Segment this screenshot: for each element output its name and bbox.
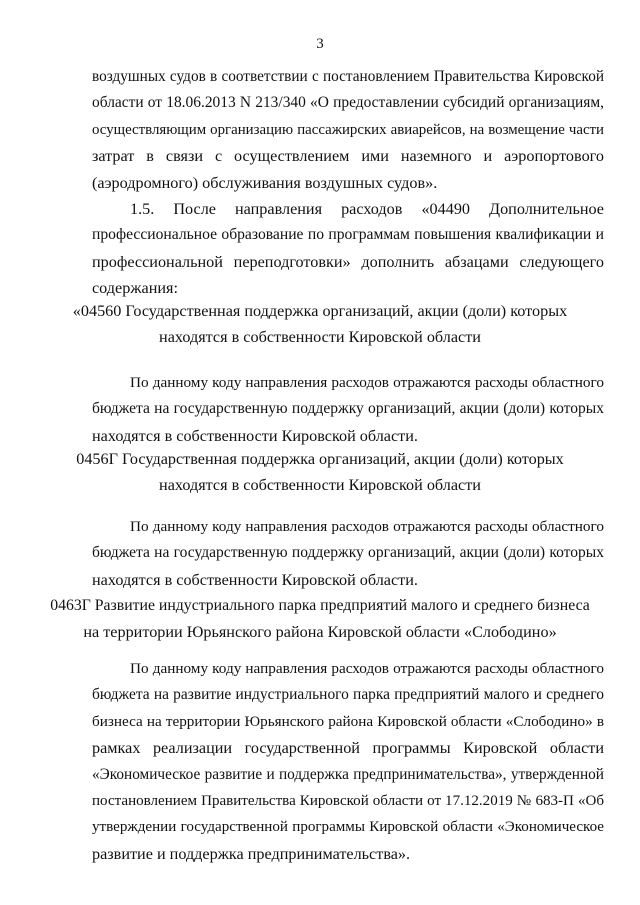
paragraph-item-1-5 [92,196,604,302]
heading-04560-line-2: находятся в собственности Кировской области [159,328,481,346]
paragraph-0456g-description [92,514,604,593]
text-line: бюджета на государственную поддержку организаций, акции (доли) которых [92,400,604,418]
text-line: развитие и поддержка предпринимательства». [92,844,411,863]
text-line: осуществляющим организацию пассажирских авиарейсов, на возмещение части [92,121,604,138]
paragraph-0463g-description [92,656,604,867]
paragraph-aviation-subsidies [92,64,604,196]
text-line: профессиональной переподготовки» дополнить абзацами следующего [92,252,604,271]
text-line: профессиональное образование по программам повышения квалификации и [92,226,604,244]
text-line: утверждении государственной программы Кировской области «Экономическое [92,819,604,836]
text-line: рамках реализации государственной программы Кировской области [92,739,604,758]
text-line: находятся в собственности Кировской области. [92,570,418,589]
text-line: (аэродромного) обслуживания воздушных судов». [92,173,438,192]
text-line: содержания: [92,279,178,298]
text-line: находятся в собственности Кировской области. [92,426,418,445]
page-number: 3 [316,36,324,52]
heading-04560-line-1: «04560 Государственная поддержка организаций, акции (доли) которых [72,302,568,320]
heading-0456g-line-2: находятся в собственности Кировской области [159,476,481,494]
text-line: По данному коду направления расходов отражаются расходы областного [130,374,604,391]
text-line: бюджета на государственную поддержку организаций, акции (доли) которых [92,544,604,562]
text-line: По данному коду направления расходов отражаются расходы областного [130,518,604,535]
text-line: затрат в связи с осуществлением ими наземного и аэропортового [92,147,604,166]
text-line: воздушных судов в соответствии с постановлением Правительства Кировской [92,68,604,85]
text-line: По данному коду направления расходов отражаются расходы областного [130,660,604,677]
heading-0463g-line-2: на территории Юрьянского района Кировской области «Слободино» [83,623,557,641]
text-line: бюджета на развитие индустриального парка предприятий малого и среднего [92,686,604,704]
heading-0456g-line-1: 0456Г Государственная поддержка организаций, акции (доли) которых [76,450,564,468]
paragraph-04560-description [92,370,604,449]
text-line: бизнеса на территории Юрьянского района Кировской области «Слободино» в [92,712,604,730]
text-line: постановлением Правительства Кировской области от 17.12.2019 № 683-П «Об [92,792,604,809]
text-line: «Экономическое развитие и поддержка предпринимательства», утвержденной [92,765,604,783]
heading-0463g-line-1: 0463Г Развитие индустриального парка предприятий малого и среднего бизнеса [50,597,590,614]
text-line: 1.5. После направления расходов «04490 Дополнительное [130,200,604,218]
text-line: области от 18.06.2013 N 213/340 «О предоставлении субсидий организациям, [92,94,604,112]
